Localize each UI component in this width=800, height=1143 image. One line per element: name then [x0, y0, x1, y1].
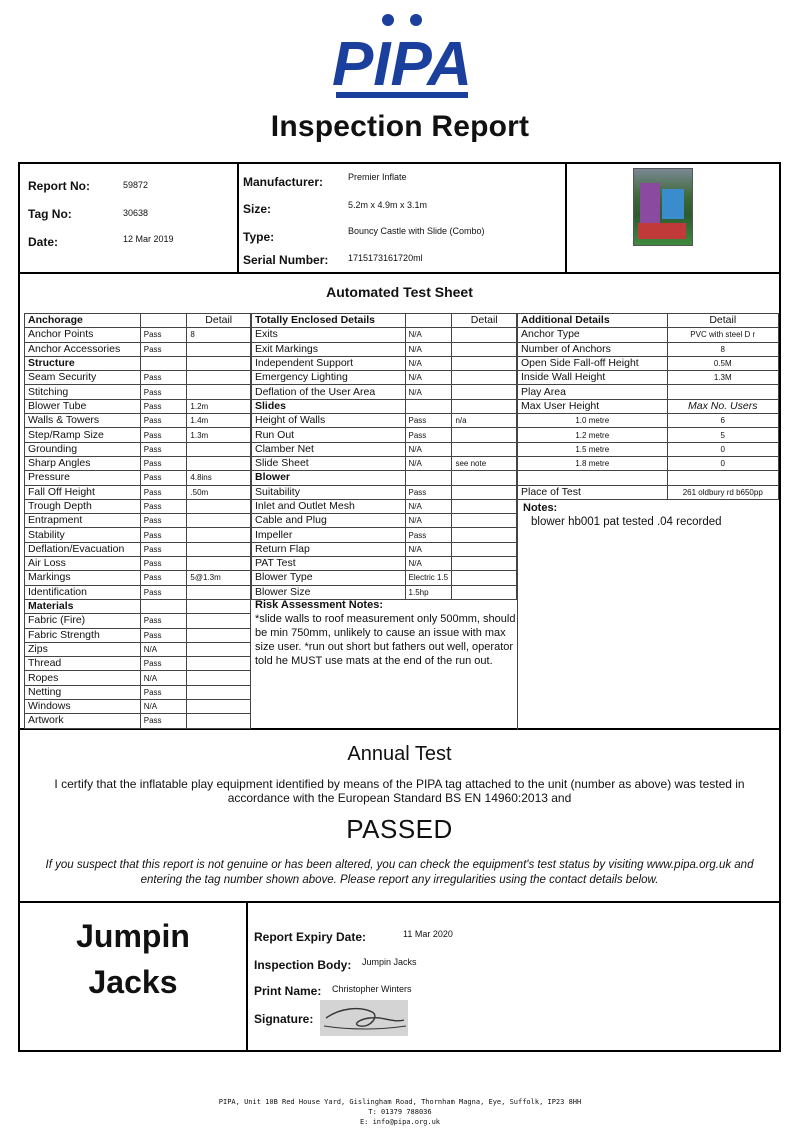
table-row	[252, 542, 517, 556]
user-height: 1.0 metre	[518, 414, 668, 428]
check-detail	[452, 514, 517, 528]
check-item: Suitability	[252, 485, 406, 499]
table-row	[25, 585, 251, 599]
check-result: Pass	[140, 442, 187, 456]
check-detail	[452, 485, 517, 499]
verification-note: If you suspect that this report is not genuine or has been altered, you can check the equipment's test status by visiting www.pipa.org.uk and entering the tag number shown above. Please report any irregularities using the contact details below.	[45, 859, 754, 886]
table-row	[25, 571, 251, 585]
check-result: N/A	[405, 514, 452, 528]
check-result	[140, 599, 187, 613]
check-result: Pass	[140, 714, 187, 728]
table-row	[252, 456, 517, 470]
manufacturer-label: Manufacturer:	[243, 175, 324, 189]
check-detail	[187, 456, 251, 470]
check-item: Sharp Angles	[25, 456, 141, 470]
check-item: Walls & Towers	[25, 414, 141, 428]
table-row	[25, 542, 251, 556]
check-result: Pass	[140, 471, 187, 485]
table-row	[25, 685, 251, 699]
check-detail	[452, 342, 517, 356]
check-item: Exits	[252, 328, 406, 342]
check-result: Electric 1.5	[405, 571, 452, 585]
check-detail	[187, 514, 251, 528]
date-value: 12 Mar 2019	[123, 234, 174, 244]
table-row	[518, 442, 779, 456]
signature-image	[320, 1000, 408, 1036]
check-item: Trough Depth	[25, 499, 141, 513]
check-detail	[452, 499, 517, 513]
check-result: Pass	[140, 557, 187, 571]
footer	[0, 1097, 800, 1127]
notes-box	[517, 500, 780, 730]
column-heading: Totally Enclosed Details	[252, 314, 406, 328]
user-height: 1.2 metre	[518, 428, 668, 442]
check-detail	[452, 571, 517, 585]
check-detail: 1.2m	[187, 399, 251, 413]
table-row	[518, 328, 779, 342]
check-item: Step/Ramp Size	[25, 428, 141, 442]
check-detail: 1.3m	[187, 428, 251, 442]
check-item: Markings	[25, 571, 141, 585]
table-header-row	[518, 314, 779, 328]
tag-no-label: Tag No:	[28, 207, 72, 221]
footer-address: PIPA, Unit 10B Red House Yard, Gislingham Road, Thornham Magna, Eye, Suffolk, IP23 8HH	[218, 1098, 582, 1106]
check-detail: see note	[452, 456, 517, 470]
company-cell	[20, 903, 248, 1050]
detail-heading: Detail	[452, 314, 517, 328]
type-value: Bouncy Castle with Slide (Combo)	[348, 226, 485, 236]
table-row	[25, 657, 251, 671]
max-user-height-label: Max User Height	[518, 399, 668, 413]
pipa-logo	[332, 10, 472, 102]
check-item: Run Out	[252, 428, 406, 442]
check-item: Stitching	[25, 385, 141, 399]
check-detail	[187, 642, 251, 656]
table-row	[252, 442, 517, 456]
detail-value	[667, 385, 778, 399]
table-row	[518, 371, 779, 385]
check-result: Pass	[140, 385, 187, 399]
size-value: 5.2m x 4.9m x 3.1m	[348, 200, 428, 210]
detail-value: 0.5M	[667, 356, 778, 370]
table-row	[25, 371, 251, 385]
check-detail	[187, 714, 251, 728]
check-detail	[187, 557, 251, 571]
size-label: Size:	[243, 202, 272, 216]
check-item: Ropes	[25, 671, 141, 685]
check-detail	[187, 685, 251, 699]
check-item: Deflation of the User Area	[252, 385, 406, 399]
table-row	[25, 414, 251, 428]
check-item: Cable and Plug	[252, 514, 406, 528]
table-row	[25, 614, 251, 628]
table-row	[252, 342, 517, 356]
check-detail	[187, 342, 251, 356]
check-item: Grounding	[25, 442, 141, 456]
company-name	[20, 913, 246, 1005]
table-row	[25, 385, 251, 399]
check-result: Pass	[140, 456, 187, 470]
check-result	[405, 471, 452, 485]
check-detail	[187, 442, 251, 456]
user-count: 0	[667, 456, 778, 470]
inspection-body-label: Inspection Body:	[254, 958, 352, 972]
check-detail	[452, 371, 517, 385]
check-detail	[187, 499, 251, 513]
table-row	[25, 514, 251, 528]
detail-value: 8	[667, 342, 778, 356]
equipment-details	[237, 164, 567, 272]
check-item: Stability	[25, 528, 141, 542]
check-item: Windows	[25, 700, 141, 714]
notes-text: blower hb001 pat tested .04 recorded	[531, 516, 722, 528]
check-result: Pass	[405, 485, 452, 499]
detail-label: Anchor Type	[518, 328, 668, 342]
user-height: 1.5 metre	[518, 442, 668, 456]
check-result: Pass	[405, 528, 452, 542]
annual-title: Annual Test	[347, 743, 452, 765]
check-item: Netting	[25, 685, 141, 699]
check-item: Exit Markings	[252, 342, 406, 356]
check-item: Pressure	[25, 471, 141, 485]
table-row	[252, 385, 517, 399]
table-row	[252, 499, 517, 513]
table-row	[518, 428, 779, 442]
check-result: N/A	[405, 328, 452, 342]
check-result	[140, 356, 187, 370]
table-row	[518, 485, 779, 499]
check-result: N/A	[140, 700, 187, 714]
check-result	[405, 399, 452, 413]
check-detail	[452, 442, 517, 456]
check-result: Pass	[140, 585, 187, 599]
table-row	[25, 456, 251, 470]
check-result: Pass	[140, 542, 187, 556]
check-result: Pass	[140, 528, 187, 542]
check-detail	[187, 657, 251, 671]
section-heading: Slides	[252, 399, 406, 413]
additional-table	[517, 313, 779, 500]
check-result: Pass	[140, 328, 187, 342]
check-item: Return Flap	[252, 542, 406, 556]
check-detail	[452, 399, 517, 413]
certification-text: I certify that the inflatable play equipment identified by means of the PIPA tag attached to the unit (number as above) was tested in accordance with the European Standard BS EN 14960:2013 and	[54, 777, 745, 805]
table-row	[25, 671, 251, 685]
table-row	[25, 342, 251, 356]
check-result: Pass	[140, 685, 187, 699]
check-result: N/A	[405, 456, 452, 470]
pipa-logo-icon	[332, 10, 472, 102]
user-height: 1.8 metre	[518, 456, 668, 470]
column-heading: Anchorage	[25, 314, 141, 328]
date-label: Date:	[28, 235, 59, 249]
check-item: Fall Off Height	[25, 485, 141, 499]
check-item: Anchor Points	[25, 328, 141, 342]
user-count: 0	[667, 442, 778, 456]
check-result: N/A	[405, 499, 452, 513]
table-row	[25, 399, 251, 413]
table-row	[518, 471, 779, 485]
header-spacer	[405, 314, 452, 328]
detail-heading: Detail	[187, 314, 251, 328]
check-item: Independent Support	[252, 356, 406, 370]
section-heading: Blower	[252, 471, 406, 485]
risk-title: Risk Assessment Notes:	[255, 599, 383, 611]
check-item: Seam Security	[25, 371, 141, 385]
detail-label: Play Area	[518, 385, 668, 399]
check-result: N/A	[405, 542, 452, 556]
table-row	[25, 700, 251, 714]
risk-assessment	[255, 598, 517, 668]
check-detail	[187, 371, 251, 385]
check-detail	[187, 542, 251, 556]
manufacturer-value: Premier Inflate	[348, 172, 407, 182]
check-item: Blower Tube	[25, 399, 141, 413]
report-ids	[20, 164, 239, 272]
table-row	[25, 642, 251, 656]
detail-heading: Detail	[667, 314, 778, 328]
check-result: N/A	[140, 642, 187, 656]
expiry-label: Report Expiry Date:	[254, 930, 367, 944]
check-result: Pass	[405, 414, 452, 428]
check-detail	[187, 599, 251, 613]
table-row	[25, 328, 251, 342]
expiry-value: 11 Mar 2020	[403, 929, 453, 939]
check-detail	[187, 528, 251, 542]
check-detail	[452, 528, 517, 542]
table-row	[25, 485, 251, 499]
check-item: Zips	[25, 642, 141, 656]
table-row	[25, 557, 251, 571]
footer-phone: T: 01379 788036	[368, 1108, 432, 1116]
check-result: N/A	[405, 371, 452, 385]
automated-test-sheet	[18, 274, 781, 730]
check-detail	[187, 628, 251, 642]
check-item: Air Loss	[25, 557, 141, 571]
table-row	[252, 485, 517, 499]
check-detail	[452, 542, 517, 556]
check-item: Anchor Accessories	[25, 342, 141, 356]
table-row	[25, 528, 251, 542]
check-result: N/A	[405, 342, 452, 356]
report-header	[18, 162, 781, 274]
check-result: N/A	[405, 442, 452, 456]
check-item: Slide Sheet	[252, 456, 406, 470]
check-result: Pass	[140, 499, 187, 513]
check-item: Clamber Net	[252, 442, 406, 456]
risk-text: *slide walls to roof measurement only 500mm, should be min 750mm, unlikely to cause an issue with max size user. *run out short but fathers out well, operator told he MUST use mats at the end of the run out.	[255, 613, 516, 667]
check-detail: 8	[187, 328, 251, 342]
check-detail	[452, 356, 517, 370]
table-row	[518, 342, 779, 356]
check-item: Entrapment	[25, 514, 141, 528]
check-result: Pass	[140, 628, 187, 642]
user-count: 6	[667, 414, 778, 428]
table-row	[518, 356, 779, 370]
anchorage-table	[24, 313, 251, 729]
table-row	[518, 399, 779, 413]
detail-label: Open Side Fall-off Height	[518, 356, 668, 370]
check-item: Impeller	[252, 528, 406, 542]
print-name-label: Print Name:	[254, 984, 322, 998]
inspection-body-section	[18, 903, 781, 1052]
table-row	[252, 514, 517, 528]
check-detail	[187, 614, 251, 628]
check-result: Pass	[405, 428, 452, 442]
check-item: Blower Type	[252, 571, 406, 585]
table-row	[25, 499, 251, 513]
equipment-photo	[633, 168, 693, 246]
section-heading: Materials	[25, 599, 141, 613]
table-row	[252, 571, 517, 585]
check-detail	[452, 328, 517, 342]
place-of-test-label: Place of Test	[518, 485, 668, 499]
table-row	[518, 456, 779, 470]
table-row	[25, 628, 251, 642]
table-row	[252, 414, 517, 428]
sheet-title: Automated Test Sheet	[326, 284, 473, 300]
check-detail	[452, 471, 517, 485]
serial-label: Serial Number:	[243, 253, 329, 267]
detail-value: PVC with steel D r	[667, 328, 778, 342]
table-row	[518, 385, 779, 399]
table-row	[25, 428, 251, 442]
print-name-value: Christopher Winters	[332, 984, 412, 994]
check-result: N/A	[405, 356, 452, 370]
check-result: Pass	[140, 514, 187, 528]
table-row	[25, 714, 251, 728]
check-item: Inlet and Outlet Mesh	[252, 499, 406, 513]
detail-label: Inside Wall Height	[518, 371, 668, 385]
check-detail: n/a	[452, 414, 517, 428]
check-item: Thread	[25, 657, 141, 671]
check-result: Pass	[140, 571, 187, 585]
company-line-1: Jumpin	[76, 918, 190, 954]
check-detail	[187, 700, 251, 714]
type-label: Type:	[243, 230, 275, 244]
check-item: Fabric Strength	[25, 628, 141, 642]
check-result: Pass	[140, 657, 187, 671]
check-detail	[187, 356, 251, 370]
report-no-label: Report No:	[28, 179, 90, 193]
check-result: N/A	[140, 671, 187, 685]
header-spacer	[140, 314, 187, 328]
check-result: Pass	[140, 485, 187, 499]
signature-label: Signature:	[254, 1012, 314, 1026]
table-row	[252, 356, 517, 370]
logo-text: PIPA	[332, 30, 472, 99]
check-result: N/A	[405, 385, 452, 399]
check-result: 1.5hp	[405, 585, 452, 599]
table-row	[25, 356, 251, 370]
check-result: Pass	[140, 414, 187, 428]
company-line-2: Jacks	[88, 964, 178, 1000]
check-result: Pass	[140, 371, 187, 385]
table-row	[252, 328, 517, 342]
column-heading: Additional Details	[518, 314, 668, 328]
check-detail	[452, 557, 517, 571]
check-result: N/A	[405, 557, 452, 571]
user-count: 5	[667, 428, 778, 442]
enclosed-table	[251, 313, 517, 600]
table-row	[252, 471, 517, 485]
table-row	[252, 371, 517, 385]
annual-test	[18, 730, 781, 903]
spacer-cell	[518, 471, 668, 485]
tag-no-value: 30638	[123, 208, 149, 218]
test-result: PASSED	[346, 814, 453, 844]
check-detail	[452, 385, 517, 399]
inspection-body-value: Jumpin Jacks	[362, 957, 417, 967]
page-title: Inspection Report	[270, 110, 530, 143]
check-result: Pass	[140, 399, 187, 413]
check-result: Pass	[140, 342, 187, 356]
check-item: Deflation/Evacuation	[25, 542, 141, 556]
table-row	[252, 528, 517, 542]
check-detail	[187, 671, 251, 685]
check-item: PAT Test	[252, 557, 406, 571]
max-users-label: Max No. Users	[667, 399, 778, 413]
equipment-photo-cell	[565, 164, 779, 272]
check-item: Emergency Lighting	[252, 371, 406, 385]
notes-label: Notes:	[523, 502, 558, 514]
check-item: Artwork	[25, 714, 141, 728]
footer-email: E: info@pipa.org.uk	[359, 1118, 441, 1126]
check-detail: 5@1.3m	[187, 571, 251, 585]
table-header-row	[25, 314, 251, 328]
detail-label: Number of Anchors	[518, 342, 668, 356]
check-detail: 1.4m	[187, 414, 251, 428]
check-item: Fabric (Fire)	[25, 614, 141, 628]
table-row	[252, 557, 517, 571]
report-no-value: 59872	[123, 180, 149, 190]
check-detail: 4.8ins	[187, 471, 251, 485]
check-detail	[187, 385, 251, 399]
table-row	[25, 442, 251, 456]
check-item: Blower Size	[252, 585, 406, 599]
check-detail: .50m	[187, 485, 251, 499]
table-row	[518, 414, 779, 428]
table-row	[252, 399, 517, 413]
table-row	[25, 599, 251, 613]
check-result: Pass	[140, 428, 187, 442]
detail-value: 1.3M	[667, 371, 778, 385]
check-item: Identification	[25, 585, 141, 599]
check-result: Pass	[140, 614, 187, 628]
check-detail	[452, 428, 517, 442]
check-item: Height of Walls	[252, 414, 406, 428]
table-row	[25, 471, 251, 485]
table-row	[252, 428, 517, 442]
spacer-cell	[667, 471, 778, 485]
place-of-test-value: 261 oldbury rd b650pp	[667, 485, 778, 499]
section-heading: Structure	[25, 356, 141, 370]
serial-value: 1715173161720ml	[348, 253, 423, 263]
table-header-row	[252, 314, 517, 328]
check-detail	[187, 585, 251, 599]
